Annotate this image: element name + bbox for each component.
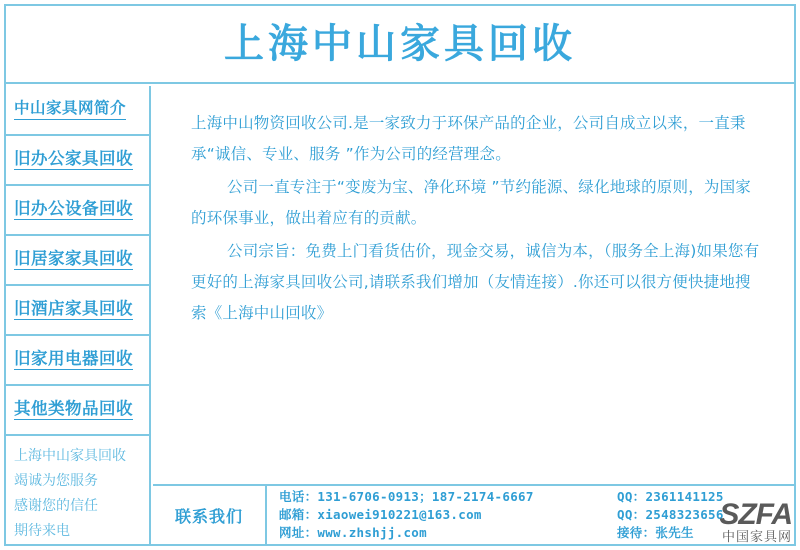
contact-column-right (609, 488, 794, 542)
slogan-line: 上海中山家具回收 (14, 448, 126, 464)
contact-qq-1: QQ：2361141125 (617, 489, 724, 504)
sidebar-item-hotel-furniture[interactable] (6, 286, 149, 336)
main-content (153, 86, 794, 484)
sidebar-item-home-furniture[interactable] (6, 236, 149, 286)
slogan-line: 感谢您的信任 (14, 498, 98, 514)
intro-paragraph: 上海中山物资回收公司.是一家致力于环保产品的企业，公司自成立以来，一直秉承“诚信、专业、服务 ”作为公司的经营理念。 (191, 114, 746, 163)
purpose-paragraph: 公司宗旨：免费上门看货估价，现金交易，诚信为本，（服务全上海)如果您有更好的上海家具回收公司,请联系我们增加（友情连接）.你还可以很方便快捷地搜索《上海中山回收》 (191, 242, 760, 322)
slogan-line: 竭诚为您服务 (14, 473, 98, 489)
sidebar-slogan (6, 436, 149, 544)
sidebar-item-office-equipment[interactable] (6, 186, 149, 236)
contact-phone: 电话：131-6706-0913；187-2174-6667 (279, 489, 534, 504)
sidebar-item-other-items[interactable] (6, 386, 149, 436)
contact-person: 接待：张先生 (617, 525, 694, 540)
contact-email: 邮箱：xiaowei910221@163.com (279, 507, 482, 522)
sidebar-item-label: 旧居家家具回收 (14, 250, 133, 270)
watermark-subtitle: 中国家具网 (721, 530, 792, 545)
sidebar-item-label: 旧办公设备回收 (14, 200, 133, 220)
contact-qq-2: QQ：2548323656 (617, 507, 724, 522)
sidebar-item-label: 旧酒店家具回收 (14, 300, 133, 320)
sidebar-item-label: 旧家用电器回收 (14, 350, 133, 370)
watermark-logo: SZFA (719, 498, 792, 531)
principle-paragraph: 公司一直专注于“变废为宝、净化环境 ”节约能源、绿化地球的原则，为国家的环保事业，做出着应有的贡献。 (191, 178, 751, 227)
contact-website[interactable]: 网址：www.zhshjj.com (279, 525, 427, 540)
site-header (6, 6, 794, 84)
contact-footer (153, 484, 794, 544)
sidebar-item-label: 旧办公家具回收 (14, 150, 133, 170)
sidebar-nav (6, 86, 151, 544)
sidebar-item-office-furniture[interactable] (6, 136, 149, 186)
page-title: 上海中山家具回收 (224, 21, 576, 67)
contact-column-left (279, 488, 609, 542)
contact-label: 联系我们 (174, 506, 243, 526)
slogan-line: 期待来电 (14, 523, 70, 539)
sidebar-item-appliances[interactable] (6, 336, 149, 386)
contact-details (267, 488, 794, 542)
sidebar-item-label: 中山家具网简介 (14, 100, 126, 119)
sidebar-item-label: 其他类物品回收 (14, 400, 133, 420)
sidebar-item-intro[interactable] (6, 86, 149, 136)
